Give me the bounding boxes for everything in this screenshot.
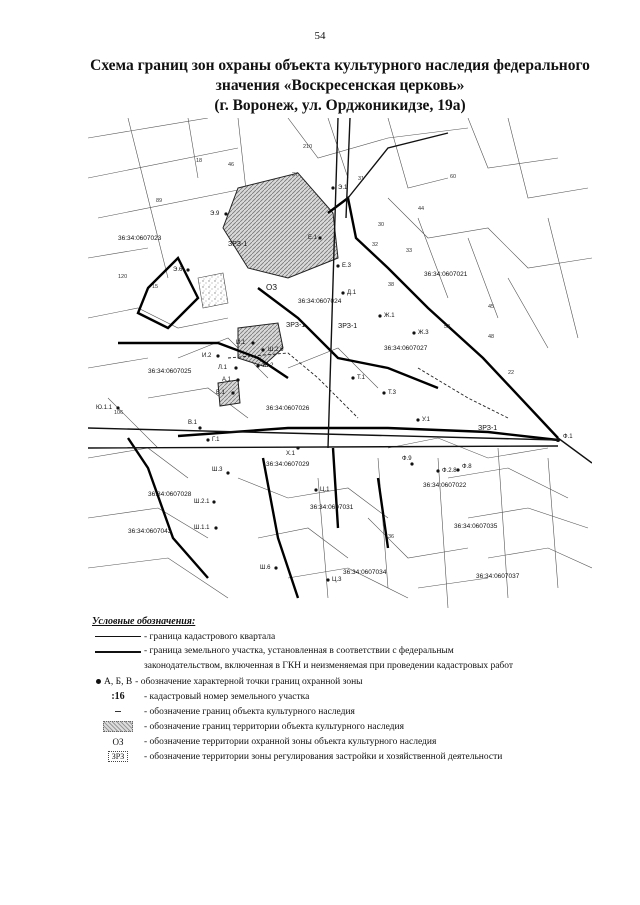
cad-label-0607029: 36:34:0607029 [266, 461, 310, 468]
cadastral-map [88, 118, 592, 613]
point-label: Ф.9 [402, 456, 412, 462]
point-label: Ш.6 [260, 565, 271, 571]
cad-label-0607022: 36:34:0607022 [423, 482, 467, 489]
cad-label-0607023: 36:34:0607023 [118, 235, 162, 242]
legend-heading: Условные обозначения: [92, 616, 196, 627]
svg-text:27: 27 [292, 172, 299, 178]
thin-line-icon [95, 636, 141, 637]
point-label: А.1 [222, 377, 232, 383]
svg-text:15: 15 [152, 284, 159, 290]
point-label: Ш.1.1 [194, 525, 210, 531]
point-label: Б.1 [216, 390, 225, 396]
point-label: Л.1 [218, 365, 227, 371]
boundary-tick-icon [115, 711, 121, 712]
point-label: И.1 [236, 340, 246, 346]
point-label: Ф.1 [563, 434, 573, 440]
svg-text:210: 210 [303, 144, 313, 150]
svg-text:30: 30 [378, 222, 385, 228]
point-label: Ш.2.6 [268, 347, 284, 353]
point-label: Ш.3 [212, 467, 223, 473]
legend-item-parcel-boundary: - граница земельного участка, установленная в соответствии с федеральным законодательством, включенная в ГКН и неизменяемая при проведении кадастровых работ [92, 644, 612, 674]
svg-text:32: 32 [372, 242, 379, 248]
title-line-1: Схема границ зон охраны объекта культурного наследия федерального [90, 57, 590, 74]
svg-text:44: 44 [418, 206, 425, 212]
svg-text:46: 46 [228, 162, 235, 168]
legend-item-heritage-territory: - обозначение границ территории объекта культурного наследия [92, 719, 612, 734]
svg-text:36: 36 [388, 534, 395, 540]
point-label: Г.1 [212, 437, 220, 443]
svg-text:89: 89 [156, 198, 163, 204]
point-label: Э.6 [173, 267, 183, 273]
point-label: Х.1 [286, 451, 296, 457]
point-label: Е.1 [308, 235, 318, 241]
cad-label-0607034: 36:34:0607034 [343, 569, 387, 576]
point-label: Ц.1 [320, 487, 330, 493]
svg-text:45: 45 [488, 304, 495, 310]
title-line-3: (г. Воронеж, ул. Орджоникидзе, 19а) [214, 97, 466, 114]
point-label: Ф.8 [462, 464, 472, 470]
cad-label-0607026: 36:34:0607026 [266, 405, 310, 412]
zone-label-zrz-2: ЗРЗ-1 [286, 322, 306, 329]
cad-label-0607035: 36:34:0607035 [454, 523, 498, 530]
zone-label-zrz-4: ЗРЗ-1 [478, 425, 498, 432]
point-label: Ж.1 [384, 313, 395, 319]
page-number: 54 [314, 30, 326, 42]
svg-text:48: 48 [488, 334, 495, 340]
svg-text:33: 33 [406, 248, 413, 254]
point-label: Э.9 [210, 211, 220, 217]
point-label: Ш.2 [263, 363, 274, 369]
point-label: Т.1 [357, 375, 366, 381]
cad-label-0607043: 36:34:0607043 [128, 528, 172, 535]
page-title [40, 56, 640, 116]
legend-item-heritage-boundary: - обозначение границ объекта культурного наследия [92, 704, 612, 719]
cad-label-0607031: 36:34:0607031 [310, 504, 354, 511]
legend-item-characteristic-point: А, Б, В - обозначение характерной точки границ охранной зоны [92, 674, 612, 689]
cad-label-0607021: 36:34:0607021 [424, 271, 468, 278]
point-label: Ю.1.1 [96, 405, 113, 411]
point-label: И.2 [202, 353, 212, 359]
cad-label-0607027: 36:34:0607027 [384, 345, 428, 352]
title-line-2: значения «Воскресенская церковь» [215, 77, 465, 94]
map-svg [88, 118, 592, 613]
cad-label-0607025: 36:34:0607025 [148, 368, 192, 375]
point-label: Ж.3 [418, 330, 429, 336]
thick-line-icon [95, 651, 141, 653]
point-label: Ф.2.8 [442, 468, 457, 474]
hatch-icon [103, 721, 133, 732]
cad-label-0607028: 36:34:0607028 [148, 491, 192, 498]
point-dot-icon [96, 679, 101, 684]
svg-text:120: 120 [118, 274, 128, 280]
svg-text:60: 60 [450, 174, 457, 180]
point-label: Д.1 [347, 290, 357, 296]
point-label: Ш.2.1 [194, 499, 210, 505]
cad-label-0607037: 36:34:0607037 [476, 573, 520, 580]
svg-text:31: 31 [358, 176, 365, 182]
legend-item-quarter-boundary: - граница кадастрового квартала [92, 629, 612, 644]
svg-text:18: 18 [196, 158, 203, 164]
svg-text:106: 106 [114, 410, 124, 416]
point-label: Э.1 [338, 185, 348, 191]
point-label: Е.3 [342, 263, 352, 269]
legend-item-protection-zone: ОЗ - обозначение территории охранной зоны объекта культурного наследия [112, 736, 437, 747]
zone-label-zrz-3: ЗРЗ-1 [338, 323, 358, 330]
point-label: Т.3 [388, 390, 397, 396]
svg-text:22: 22 [508, 370, 515, 376]
zone-label-zrz-1: ЗРЗ-1 [228, 241, 248, 248]
cad-label-0607024: 36:34:0607024 [298, 298, 342, 305]
point-label: В.1 [188, 420, 198, 426]
point-label: Ц.3 [332, 577, 342, 583]
legend-item-cadastral-number: :16 - кадастровый номер земельного участка [111, 691, 310, 702]
svg-text:38: 38 [388, 282, 395, 288]
legend-item-regulation-zone: ЗРЗ - обозначение территории зоны регулирования застройки и хозяйственной деятельности [92, 749, 612, 764]
point-label: У.1 [422, 417, 431, 423]
svg-text:52: 52 [444, 324, 451, 330]
zone-label-oz: ОЗ [266, 283, 278, 292]
legend [92, 616, 612, 764]
